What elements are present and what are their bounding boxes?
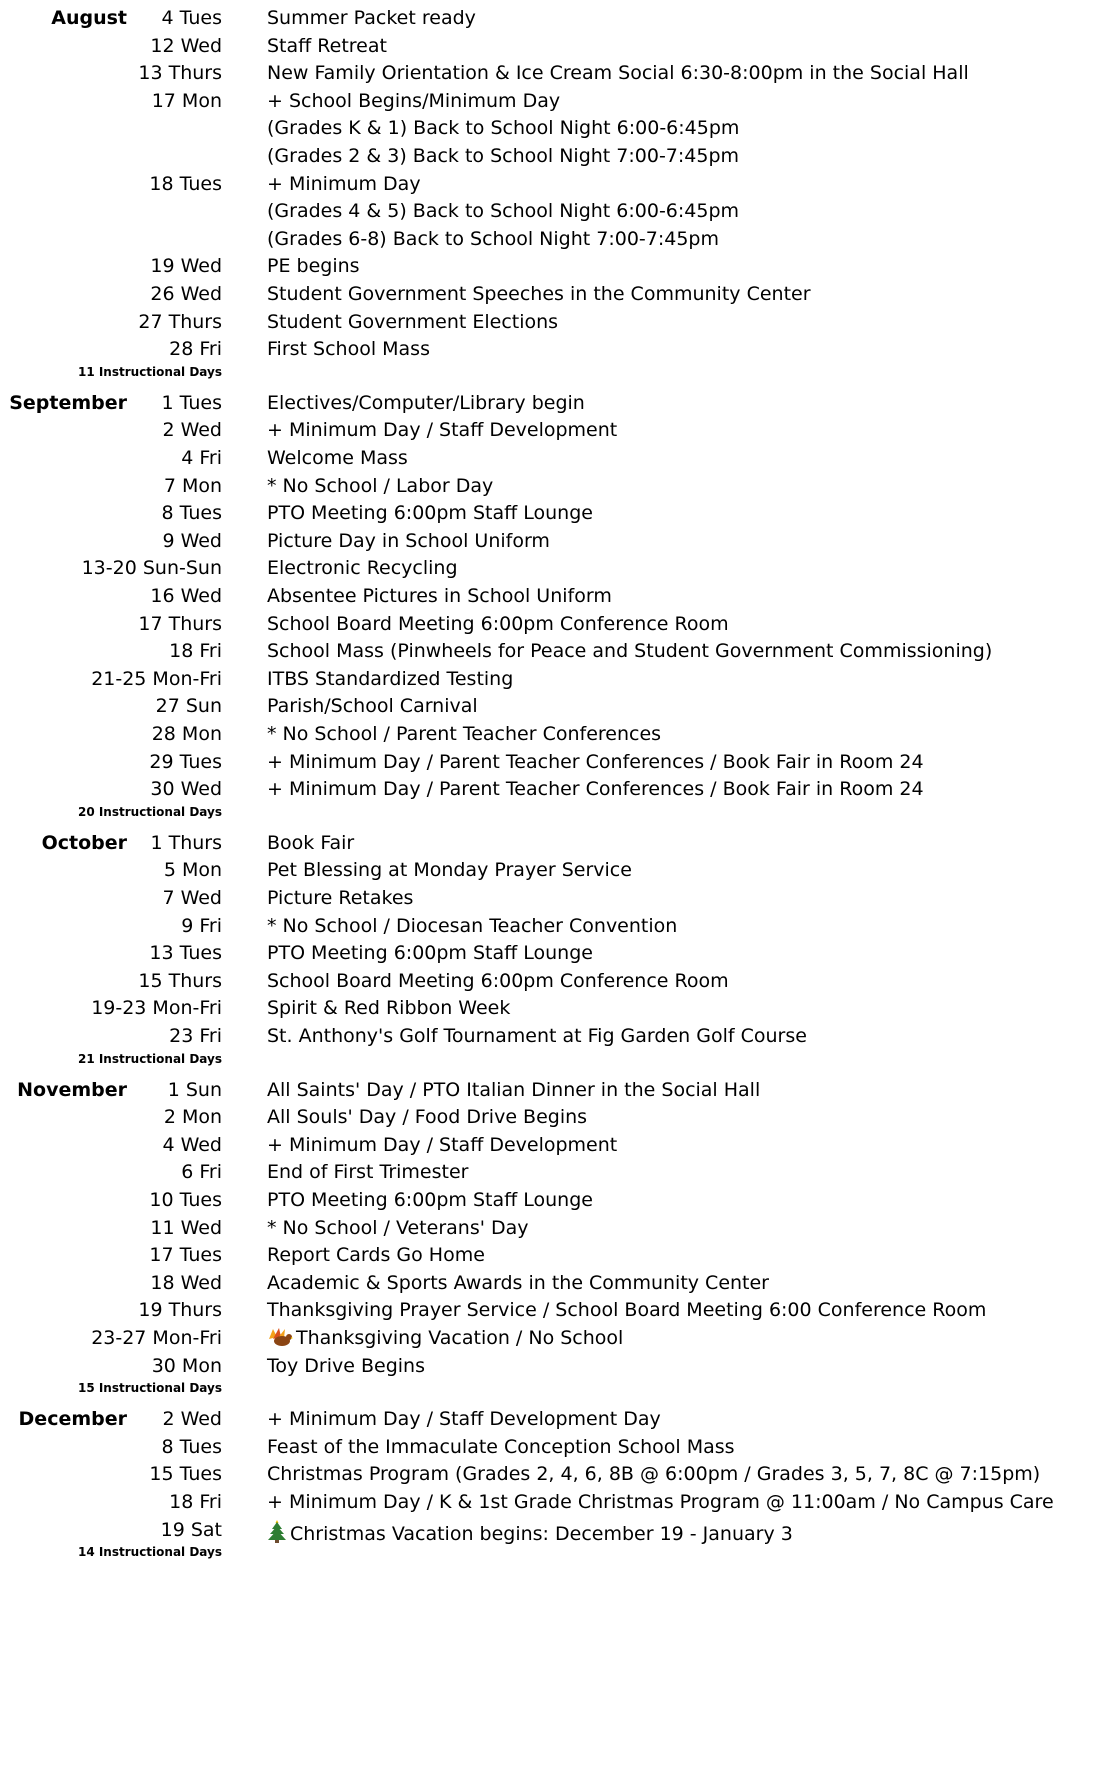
instructional-days-summary: 15 Instructional Days: [77, 1381, 222, 1396]
calendar-row: [0, 963, 1106, 994]
calendar-row: [0, 744, 1106, 775]
event-description: [267, 311, 558, 333]
calendar-row: [0, 661, 1106, 692]
event-text: (Grades K & 1) Back to School Night 6:00-6:45pm: [267, 117, 740, 140]
event-text: Electives/Computer/Library begin: [267, 391, 585, 414]
calendar-row: [0, 1210, 1106, 1241]
calendar-row: [0, 83, 1106, 114]
event-date: 16 Wed: [150, 585, 222, 607]
event-text: End of First Trimester: [267, 1161, 469, 1184]
calendar-row: [0, 1265, 1106, 1296]
calendar-row: [0, 716, 1106, 747]
event-description: [267, 1408, 661, 1430]
event-date: 9 Fri: [181, 914, 222, 937]
calendar-row: [0, 304, 1106, 335]
calendar-row: [0, 55, 1106, 86]
calendar-row: [0, 440, 1106, 471]
event-date: 28 Fri: [169, 338, 222, 361]
calendar-row: [0, 1512, 1106, 1543]
event-description: [267, 1189, 593, 1211]
event-date: 19-23 Mon-Fri: [91, 997, 222, 1020]
event-description: [267, 1025, 807, 1047]
event-description: [267, 613, 729, 635]
event-text: First School Mass: [267, 338, 430, 361]
event-date: 18 Fri: [169, 1491, 222, 1513]
calendar-row: [0, 1127, 1106, 1158]
event-description: [267, 970, 729, 992]
event-date: 26 Wed: [150, 283, 222, 305]
event-text: (Grades 2 & 3) Back to School Night 7:00-7:45pm: [267, 145, 740, 167]
calendar-row: [0, 248, 1106, 279]
calendar-row: [0, 166, 1106, 197]
event-date: 1 Sun: [167, 1078, 222, 1101]
event-description: [267, 502, 593, 524]
event-date: 21-25 Mon-Fri: [91, 667, 222, 690]
event-description: [267, 200, 739, 222]
event-description: [267, 778, 924, 800]
event-description: [267, 228, 719, 250]
event-text: PTO Meeting 6:00pm Staff Lounge: [267, 1189, 593, 1211]
event-text: School Board Meeting 6:00pm Conference Room: [267, 969, 729, 992]
event-text: New Family Orientation & Ice Cream Social 6:30-8:00pm in the Social Hall: [267, 62, 969, 85]
event-date: 11 Wed: [150, 1216, 222, 1239]
event-text: * No School / Diocesan Teacher Convention: [267, 914, 678, 937]
event-description: [267, 751, 924, 773]
calendar-row: [0, 908, 1106, 939]
event-date: 27 Sun: [155, 695, 222, 718]
event-description: [267, 859, 632, 881]
event-date: 28 Mon: [151, 723, 222, 745]
calendar-row: [0, 606, 1106, 637]
calendar-row: [0, 1182, 1106, 1213]
event-description: [267, 1355, 425, 1377]
event-text: PE begins: [267, 255, 360, 278]
instructional-days-summary: 11 Instructional Days: [77, 364, 222, 379]
event-text: + Minimum Day / Staff Development Day: [267, 1408, 661, 1431]
calendar-row: [0, 385, 1106, 416]
event-description: [267, 145, 739, 167]
event-date: 4 Tues: [161, 7, 222, 29]
event-date: 13-20 Sun-Sun: [81, 557, 222, 580]
calendar-row: [0, 825, 1106, 856]
calendar-row: [0, 495, 1106, 526]
event-date: 2 Wed: [162, 419, 222, 442]
event-text: Student Government Elections: [267, 310, 559, 333]
calendar-row: [0, 771, 1106, 802]
calendar-row: [0, 468, 1106, 499]
event-text: * No School / Labor Day: [267, 474, 494, 497]
instructional-days-summary: 21 Instructional Days: [77, 1051, 222, 1066]
calendar-row: [0, 138, 1106, 169]
event-date: 10 Tues: [149, 1189, 222, 1211]
event-date: 2 Mon: [163, 1106, 222, 1129]
event-text: + Minimum Day / Staff Development: [267, 419, 618, 442]
event-description: [267, 1436, 735, 1458]
event-description: [267, 997, 510, 1019]
event-text: St. Anthony's Golf Tournament at Fig Garden Golf Course: [267, 1025, 807, 1047]
event-text: Summer Packet ready: [267, 7, 476, 29]
event-description: [267, 557, 458, 579]
event-description: [267, 419, 617, 441]
event-date: 8 Tues: [161, 502, 222, 525]
calendar-row: [0, 221, 1106, 252]
event-description: [267, 1106, 587, 1128]
event-text: School Board Meeting 6:00pm Conference Room: [267, 612, 729, 635]
event-description: [267, 392, 585, 414]
calendar-row: [0, 1456, 1106, 1487]
event-description: [267, 1491, 1054, 1513]
event-date: 19 Thurs: [138, 1299, 222, 1322]
event-text: Spirit & Red Ribbon Week: [267, 997, 511, 1020]
calendar-row: [0, 1154, 1106, 1185]
event-text: School Mass (Pinwheels for Peace and Student Government Commissioning): [267, 640, 993, 663]
event-text: (Grades 6-8) Back to School Night 7:00-7:45pm: [267, 227, 720, 250]
event-date: 15 Tues: [149, 1463, 222, 1486]
calendar-row: [0, 193, 1106, 224]
event-date: 7 Mon: [163, 474, 222, 497]
calendar-row: [0, 1237, 1106, 1268]
calendar-row: [0, 1484, 1106, 1515]
event-description: [267, 723, 661, 745]
event-text: Picture Retakes: [267, 887, 414, 909]
calendar-row: [0, 633, 1106, 664]
calendar-row: [0, 1099, 1106, 1130]
month-label: August: [51, 7, 127, 29]
month-label: September: [9, 391, 127, 414]
event-text: ITBS Standardized Testing: [267, 667, 514, 690]
event-description: [267, 7, 476, 29]
event-text: + Minimum Day / K & 1st Grade Christmas Program @ 11:00am / No Campus Care: [267, 1491, 1054, 1513]
event-date: 4 Wed: [162, 1133, 222, 1156]
event-text: + Minimum Day / Parent Teacher Conferences / Book Fair in Room 24: [267, 778, 924, 801]
calendar-row: [0, 880, 1106, 911]
event-text: Picture Day in School Uniform: [267, 529, 550, 552]
calendar-row: [0, 331, 1106, 362]
event-date: 13 Tues: [149, 942, 222, 965]
event-date: 18 Tues: [149, 172, 222, 195]
calendar-row: [0, 852, 1106, 883]
event-description: [267, 62, 969, 84]
event-description: [267, 90, 560, 112]
event-description: [267, 887, 413, 909]
event-date: 23 Fri: [169, 1025, 222, 1047]
event-date: 12 Wed: [150, 34, 222, 57]
event-description: [267, 695, 478, 717]
event-date: 13 Thurs: [138, 62, 222, 85]
event-text: Thanksgiving Prayer Service / School Board Meeting 6:00 Conference Room: [267, 1299, 987, 1322]
event-description: [267, 117, 739, 139]
month-label: October: [41, 831, 127, 854]
event-description: [267, 1272, 769, 1294]
event-text: Student Government Speeches in the Community Center: [267, 283, 811, 305]
event-text: + School Begins/Minimum Day: [267, 89, 561, 112]
event-description: [267, 832, 354, 854]
event-date: 4 Fri: [181, 447, 222, 469]
calendar-row: [0, 688, 1106, 719]
calendar-row: [0, 523, 1106, 554]
calendar-row: [0, 1018, 1106, 1049]
calendar-row: [0, 412, 1106, 443]
event-text: Parish/School Carnival: [267, 695, 478, 718]
event-text: All Saints' Day / PTO Italian Dinner in the Social Hall: [267, 1078, 761, 1101]
event-description: [267, 255, 360, 277]
event-description: [267, 915, 677, 937]
event-text: + Minimum Day / Staff Development: [267, 1133, 618, 1156]
event-description: [267, 530, 550, 552]
calendar-row: [0, 1320, 1106, 1351]
event-description: [267, 640, 992, 662]
event-text: PTO Meeting 6:00pm Staff Lounge: [267, 502, 593, 525]
event-text: Report Cards Go Home: [267, 1244, 485, 1267]
event-description: [267, 475, 493, 497]
calendar-row: [0, 990, 1106, 1021]
event-description: [267, 942, 593, 964]
event-text: Absentee Pictures in School Uniform: [267, 585, 612, 607]
event-description: [267, 1079, 760, 1101]
instructional-days-summary: 20 Instructional Days: [77, 804, 222, 819]
event-text: Academic & Sports Awards in the Community Center: [267, 1271, 769, 1294]
event-date: 30 Mon: [151, 1354, 222, 1377]
event-date: 9 Wed: [162, 529, 222, 552]
event-text: Welcome Mass: [267, 447, 408, 469]
calendar-row: [0, 110, 1106, 141]
calendar-row: [0, 1072, 1106, 1103]
event-description: [267, 668, 513, 690]
event-text: * No School / Parent Teacher Conferences: [267, 723, 662, 745]
event-date: 19 Sat: [160, 1518, 222, 1541]
event-text: Christmas Program (Grades 2, 4, 6, 8B @ 6:00pm / Grades 3, 5, 7, 8C @ 7:15pm): [267, 1463, 1041, 1486]
event-text: Book Fair: [267, 831, 355, 854]
event-description: [267, 1519, 793, 1548]
calendar-row: [0, 276, 1106, 307]
event-date: 19 Wed: [150, 255, 222, 278]
event-text: * No School / Veterans' Day: [267, 1216, 529, 1239]
event-text: Feast of the Immaculate Conception School Mass: [267, 1435, 735, 1458]
event-description: [267, 447, 408, 469]
event-date: 5 Mon: [163, 859, 222, 882]
event-date: 8 Tues: [161, 1435, 222, 1458]
calendar-row: [0, 578, 1106, 609]
event-date: 15 Thurs: [138, 969, 222, 992]
event-date: 1 Thurs: [150, 831, 222, 854]
event-text: Christmas Vacation begins: December 19 - January 3: [290, 1522, 793, 1545]
event-date: 30 Wed: [150, 778, 222, 801]
calendar-row: [0, 1401, 1106, 1432]
event-date: 18 Fri: [169, 640, 222, 663]
event-description: [267, 1161, 468, 1183]
event-text: Toy Drive Begins: [267, 1354, 425, 1377]
event-description: [267, 1299, 986, 1321]
calendar-row: [0, 1292, 1106, 1323]
calendar-row: [0, 1429, 1106, 1460]
event-text: + Minimum Day: [267, 172, 421, 195]
event-date: 18 Wed: [150, 1271, 222, 1294]
event-date: 29 Tues: [149, 750, 222, 773]
event-description: [267, 1244, 485, 1266]
event-description: [267, 1134, 617, 1156]
event-description: [267, 283, 811, 305]
event-description: [267, 173, 421, 195]
event-date: 6 Fri: [181, 1161, 222, 1184]
calendar-row: [0, 0, 1106, 31]
christmas-tree-icon: [267, 1519, 287, 1548]
event-date: 1 Tues: [161, 391, 222, 414]
event-text: (Grades 4 & 5) Back to School Night 6:00-6:45pm: [267, 200, 740, 223]
instructional-days-summary: 14 Instructional Days: [77, 1545, 222, 1560]
calendar-row: [0, 935, 1106, 966]
event-description: [267, 1463, 1040, 1485]
event-date: 7 Wed: [162, 887, 222, 909]
event-date: 2 Wed: [162, 1408, 222, 1431]
calendar-row: [0, 28, 1106, 59]
event-date: 17 Thurs: [138, 612, 222, 635]
event-text: Pet Blessing at Monday Prayer Service: [267, 859, 632, 882]
calendar-row: [0, 1348, 1106, 1379]
event-description: [267, 585, 612, 607]
month-label: December: [18, 1408, 127, 1431]
event-text: Staff Retreat: [267, 34, 387, 57]
event-date: 17 Tues: [149, 1244, 222, 1267]
event-text: + Minimum Day / Parent Teacher Conferences / Book Fair in Room 24: [267, 750, 924, 773]
event-description: [267, 1217, 529, 1239]
event-date: 23-27 Mon-Fri: [91, 1327, 222, 1349]
calendar-row: [0, 550, 1106, 581]
event-text: All Souls' Day / Food Drive Begins: [267, 1106, 588, 1129]
event-text: Thanksgiving Vacation / No School: [296, 1327, 624, 1349]
event-text: Electronic Recycling: [267, 557, 458, 580]
event-date: 17 Mon: [151, 89, 222, 112]
event-text: PTO Meeting 6:00pm Staff Lounge: [267, 942, 593, 965]
month-label: November: [17, 1078, 127, 1101]
event-description: [267, 338, 430, 360]
event-description: [267, 35, 387, 57]
event-date: 27 Thurs: [138, 310, 222, 333]
